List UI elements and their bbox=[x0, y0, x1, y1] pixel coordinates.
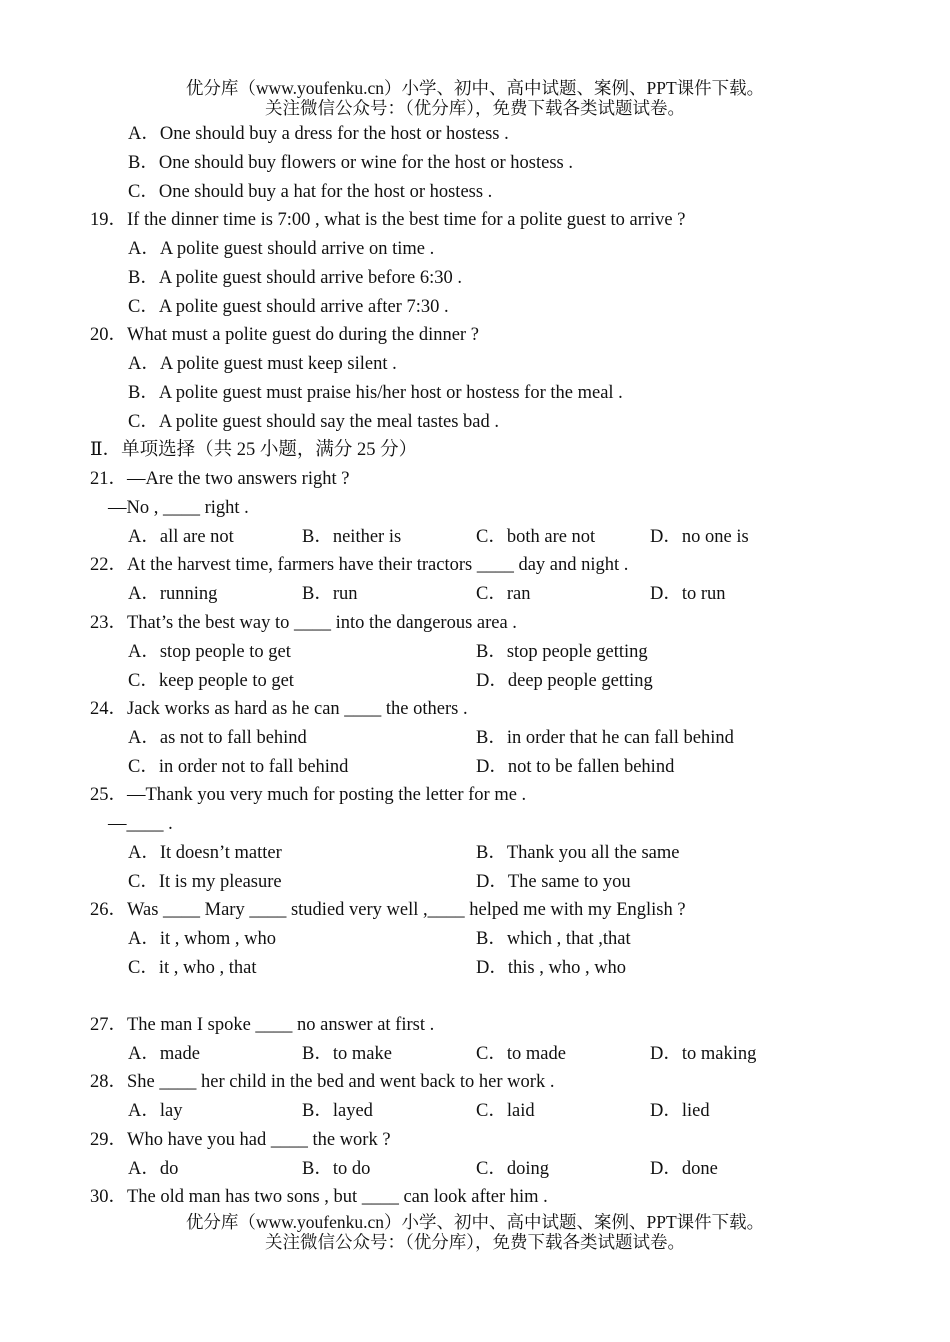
q26-option-b: B．which , that ,that bbox=[476, 929, 631, 949]
q24-option-c: C．in order not to fall behind bbox=[128, 757, 349, 777]
q20-option-c: C．A polite guest should say the meal tastes bad . bbox=[128, 412, 499, 432]
q26-option-a: A．it , whom , who bbox=[128, 929, 277, 949]
q22-option-c: C．ran bbox=[476, 584, 531, 604]
q18-option-a: A．One should buy a dress for the host or hostess . bbox=[128, 124, 509, 144]
q22-option-a: A．running bbox=[128, 584, 218, 604]
q26-option-d: D．this , who , who bbox=[476, 958, 627, 978]
q28-option-a: A．lay bbox=[128, 1101, 183, 1121]
q25-stem: 25．—Thank you very much for posting the letter for me . bbox=[90, 785, 527, 805]
q25-option-c: C．It is my pleasure bbox=[128, 872, 282, 892]
q22-stem: 22．At the harvest time, farmers have their tractors ____ day and night . bbox=[90, 555, 629, 575]
q29-option-c: C．doing bbox=[476, 1159, 549, 1179]
header-line-2: 关注微信公众号：（优分库），免费下载各类试题试卷。 bbox=[265, 98, 685, 118]
page-header bbox=[0, 78, 950, 118]
q28-stem: 28．She ____ her child in the bed and went back to her work . bbox=[90, 1072, 555, 1092]
q23-option-d: D．deep people getting bbox=[476, 671, 653, 691]
q29-option-a: A．do bbox=[128, 1159, 179, 1179]
q18-option-b: B．One should buy flowers or wine for the host or hostess . bbox=[128, 153, 573, 173]
q20-stem: 20．What must a polite guest do during the dinner ? bbox=[90, 325, 479, 345]
q19-option-a: A．A polite guest should arrive on time . bbox=[128, 239, 435, 259]
q21-stem: 21．—Are the two answers right ? bbox=[90, 469, 350, 489]
q29-option-b: B．to do bbox=[302, 1159, 371, 1179]
q28-option-c: C．laid bbox=[476, 1101, 535, 1121]
q19-option-b: B．A polite guest should arrive before 6:30 . bbox=[128, 268, 462, 288]
q19-stem: 19．If the dinner time is 7:00 , what is the best time for a polite guest to arrive ? bbox=[90, 210, 686, 230]
q19-option-c: C．A polite guest should arrive after 7:30 . bbox=[128, 297, 449, 317]
q18-option-c: C．One should buy a hat for the host or hostess . bbox=[128, 182, 493, 202]
q22-option-d: D．to run bbox=[650, 584, 726, 604]
q27-option-c: C．to made bbox=[476, 1044, 566, 1064]
footer-line-1: 优分库（www.youfenku.cn）小学、初中、高中试题、案例、PPT课件下载。 bbox=[185, 1212, 765, 1232]
q21-option-b: B．neither is bbox=[302, 527, 402, 547]
header-line-1: 优分库（www.youfenku.cn）小学、初中、高中试题、案例、PPT课件下载。 bbox=[185, 78, 765, 98]
q29-stem: 29．Who have you had ____ the work ? bbox=[90, 1130, 391, 1150]
q26-option-c: C．it , who , that bbox=[128, 958, 257, 978]
q23-option-a: A．stop people to get bbox=[128, 642, 291, 662]
q21-option-d: D．no one is bbox=[650, 527, 749, 547]
q20-option-b: B．A polite guest must praise his/her host or hostess for the meal . bbox=[128, 383, 623, 403]
page-footer bbox=[0, 1212, 950, 1252]
section-title: Ⅱ．单项选择（共 25 小题，满分 25 分） bbox=[90, 440, 418, 460]
q25-stem-2: —____ . bbox=[108, 814, 173, 834]
q23-stem: 23．That’s the best way to ____ into the dangerous area . bbox=[90, 613, 517, 633]
q27-stem: 27．The man I spoke ____ no answer at first . bbox=[90, 1015, 435, 1035]
q21-option-c: C．both are not bbox=[476, 527, 596, 547]
q23-option-c: C．keep people to get bbox=[128, 671, 294, 691]
q27-option-b: B．to make bbox=[302, 1044, 392, 1064]
q24-option-d: D．not to be fallen behind bbox=[476, 757, 675, 777]
q30-stem: 30．The old man has two sons , but ____ can look after him . bbox=[90, 1187, 548, 1207]
q24-stem: 24．Jack works as hard as he can ____ the others . bbox=[90, 699, 468, 719]
q24-option-b: B．in order that he can fall behind bbox=[476, 728, 734, 748]
q28-option-d: D．lied bbox=[650, 1101, 710, 1121]
q29-option-d: D．done bbox=[650, 1159, 718, 1179]
q27-option-d: D．to making bbox=[650, 1044, 757, 1064]
q20-option-a: A．A polite guest must keep silent . bbox=[128, 354, 397, 374]
footer-line-2: 关注微信公众号：（优分库），免费下载各类试题试卷。 bbox=[265, 1232, 685, 1252]
q21-stem-2: —No , ____ right . bbox=[108, 498, 249, 518]
q25-option-d: D．The same to you bbox=[476, 872, 631, 892]
q22-option-b: B．run bbox=[302, 584, 358, 604]
q28-option-b: B．layed bbox=[302, 1101, 373, 1121]
q25-option-b: B．Thank you all the same bbox=[476, 843, 680, 863]
q26-stem: 26．Was ____ Mary ____ studied very well ,____ helped me with my English ? bbox=[90, 900, 686, 920]
q25-option-a: A．It doesn’t matter bbox=[128, 843, 282, 863]
q23-option-b: B．stop people getting bbox=[476, 642, 648, 662]
q21-option-a: A．all are not bbox=[128, 527, 234, 547]
q27-option-a: A．made bbox=[128, 1044, 200, 1064]
q24-option-a: A．as not to fall behind bbox=[128, 728, 307, 748]
